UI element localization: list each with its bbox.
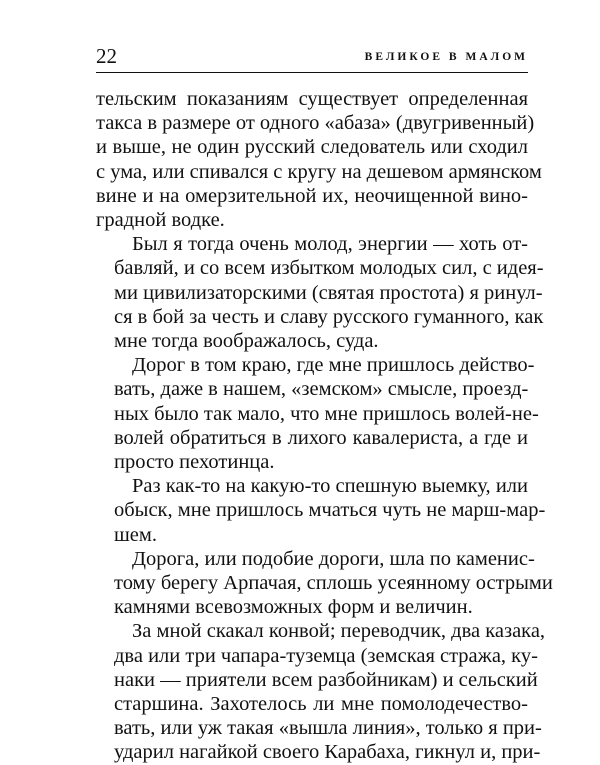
paragraph-3 [96, 353, 539, 474]
running-head [96, 44, 528, 72]
text-line: бавляй, и со всем избытком молодых сил, с идея- [114, 257, 544, 280]
text-line: тому берегу Арпачая, сплошь усеянному острыми [114, 572, 553, 595]
text-line: Дорога, или подобие дороги, шла по каменис- [132, 547, 535, 570]
text-line: вине и на омерзительной их, неочищенной вино- [96, 184, 528, 207]
text-line: ударил нагайкой своего Карабаха, гикнул и, при- [114, 741, 541, 764]
page-number: 22 [96, 44, 117, 68]
text-line: Дорог в том краю, где мне пришлось действо- [132, 354, 535, 377]
text-line: градной водке. [96, 209, 225, 232]
text-line: шем. [114, 523, 157, 546]
paragraph-1 [96, 87, 542, 232]
book-page [96, 44, 553, 765]
text-line: с ума, или спивался с кругу на дешевом армянском [96, 160, 542, 183]
text-line: такса в размере от одного «абаза» (двугривенный) [96, 112, 535, 135]
text-line: ся в бой за честь и славу русского гуманного, как [114, 305, 544, 328]
text-line: За мной скакал конвой; переводчик, два казака, [132, 620, 546, 643]
text-line: ми цивилизаторскими (святая простота) я ринул- [114, 281, 543, 304]
paragraph-6 [96, 619, 546, 764]
text-line: вать, даже в нашем, «земском» смысле, проезд- [114, 378, 529, 401]
paragraph-5 [96, 547, 553, 620]
text-line: и выше, не один русский следователь или сходил [96, 136, 528, 159]
text-line: два или три чапара-туземца (земская стража, ку- [114, 644, 538, 667]
text-line: ных было так мало, что мне пришлось волей-не- [114, 402, 539, 425]
text-line: Раз как-то на какую-то спешную выемку, или [132, 475, 528, 498]
text-line: мне тогда воображалось, суда. [114, 330, 379, 353]
body-text [96, 87, 553, 765]
text-line: наки — приятели всем разбойникам) и сельский [114, 668, 538, 691]
text-line: просто пехотинца. [114, 451, 275, 474]
text-line: Был я тогда очень молод, энергии — хоть от- [132, 233, 528, 256]
text-line: камнями всевозможных форм и величин. [114, 596, 473, 619]
text-line: вать, или уж такая «вышла линия», только я при- [114, 717, 542, 740]
header-rule [96, 72, 528, 73]
text-line: старшина. Захотелось ли мне помолодечество- [114, 693, 528, 716]
paragraph-2 [96, 232, 544, 353]
text-line: волей обратиться в лихого кавалериста, а где и [114, 426, 528, 449]
text-line: тельским показаниям существует определенная [96, 88, 528, 110]
running-title: ВЕЛИКОЕ В МАЛОМ [364, 51, 528, 63]
paragraph-4 [96, 474, 546, 547]
text-line: обыск, мне пришлось мчаться чуть не марш-мар- [114, 499, 546, 522]
